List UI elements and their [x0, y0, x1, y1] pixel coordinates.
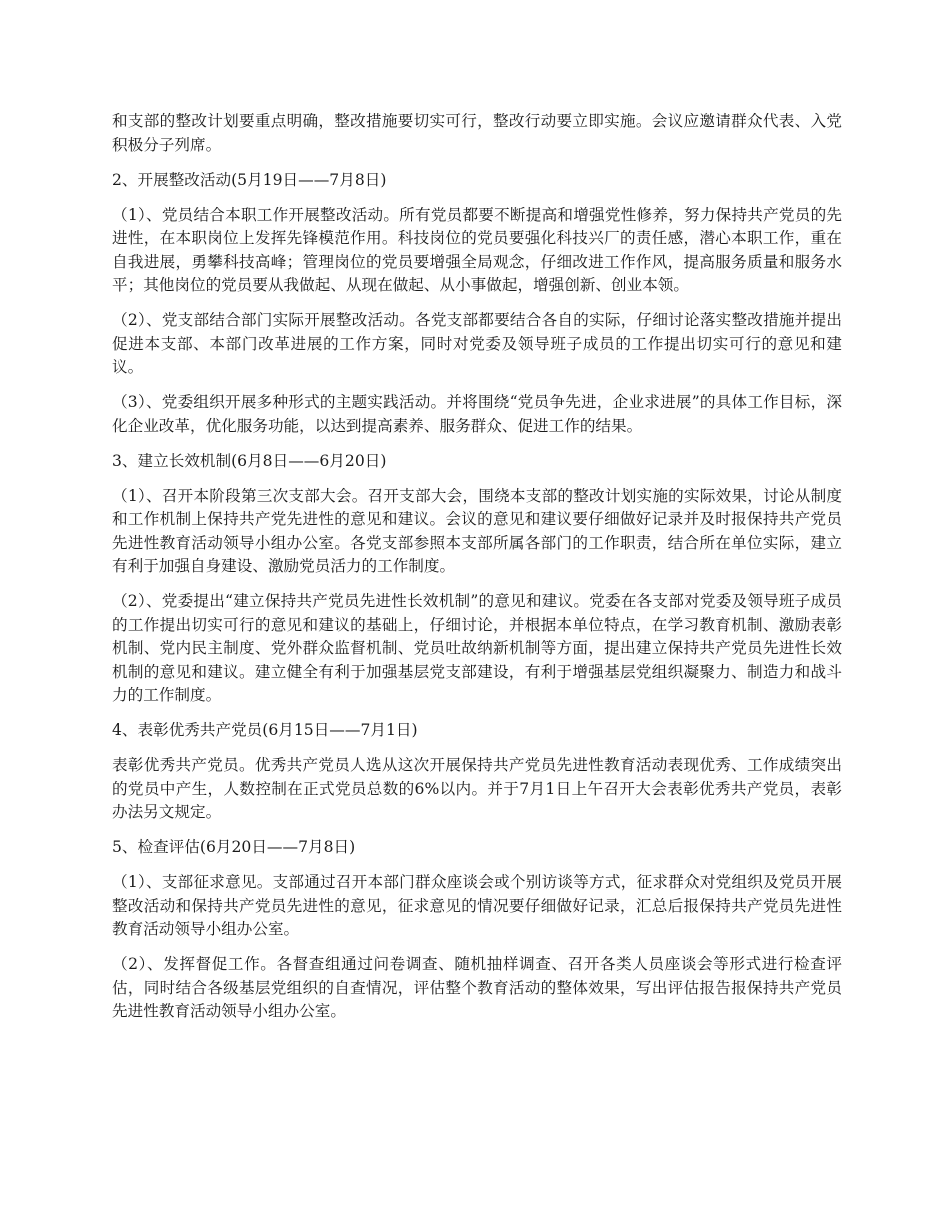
paragraph-continuation: 和支部的整改计划要重点明确，整改措施要切实可行，整改行动要立即实施。会议应邀请群众代表、入党积极分子列席。	[112, 112, 842, 154]
paragraph-2-3: （3）、党委组织开展多种形式的主题实践活动。并将围绕“党员争先进，企业求进展”的具体工作目标，深化企业改革，优化服务功能，以达到提高素养、服务群众、促进工作的结果。	[112, 393, 842, 435]
section-heading-5: 5、检查评估(6月20日——7月8日)	[112, 838, 356, 856]
paragraph-3-2: （2）、党委提出“建立保持共产党员先进性长效机制”的意见和建议。党委在各支部对党委及领导班子成员的工作提出切实可行的意见和建议的基础上，仔细讨论，并根据本单位特点，在学习教育机制、激励表彰机制、党内民主制度、党外群众监督机制、党员吐故纳新机制等方面，提出建立保持共产党员先进性长效机制的意见和建议。建立健全有利于加强基层党支部建设，有利于增强基层党组织凝聚力、制造力和战斗力的工作制度。	[112, 592, 842, 704]
paragraph-4-body: 表彰优秀共产党员。优秀共产党员人选从这次开展保持共产党员先进性教育活动表现优秀、工作成绩突出的党员中产生，人数控制在正式党员总数的6%以内。并于7月1日上午召开大会表彰优秀共产党员，表彰办法另文规定。	[112, 756, 842, 821]
paragraph-2-1: （1）、党员结合本职工作开展整改活动。所有党员都要不断提高和增强党性修养，努力保持共产党员的先进性，在本职岗位上发挥先锋模范作用。科技岗位的党员要强化科技兴厂的责任感，潜心本职工作，重在自我进展，勇攀科技高峰；管理岗位的党员要增强全局观念，仔细改进工作作风，提高服务质量和服务水平；其他岗位的党员要从我做起、从现在做起、从小事做起，增强创新、创业本领。	[112, 205, 842, 294]
document-body	[112, 110, 842, 1035]
paragraph-5-1: （1）、支部征求意见。支部通过召开本部门群众座谈会或个别访谈等方式，征求群众对党组织及党员开展整改活动和保持共产党员先进性的意见，征求意见的情况要仔细做好记录，汇总后报保持共产党员先进性教育活动领导小组办公室。	[112, 873, 842, 938]
paragraph-2-2: （2）、党支部结合部门实际开展整改活动。各党支部都要结合各自的实际，仔细讨论落实整改措施并提出促进本支部、本部门改革进展的工作方案，同时对党委及领导班子成员的工作提出切实可行的意见和建议。	[112, 311, 842, 376]
paragraph-3-1: （1）、召开本阶段第三次支部大会。召开支部大会，围绕本支部的整改计划实施的实际效果，讨论从制度和工作机制上保持共产党先进性的意见和建议。会议的意见和建议要仔细做好记录并及时报保持共产党员先进性教育活动领导小组办公室。各党支部参照本支部所属各部门的工作职责，结合所在单位实际，建立有利于加强自身建设、激励党员活力的工作制度。	[112, 486, 842, 575]
section-heading-2: 2、开展整改活动(5月19日——7月8日)	[112, 170, 387, 189]
section-heading-4: 4、表彰优秀共产党员(6月15日——7月1日)	[112, 721, 418, 739]
section-heading-3: 3、建立长效机制(6月8日——6月20日)	[112, 451, 387, 470]
paragraph-5-2: （2）、发挥督促工作。各督查组通过问卷调查、随机抽样调查、召开各类人员座谈会等形式进行检查评估，同时结合各级基层党组织的自查情况，评估整个教育活动的整体效果，写出评估报告报保持共产党员先进性教育活动领导小组办公室。	[112, 955, 842, 1020]
